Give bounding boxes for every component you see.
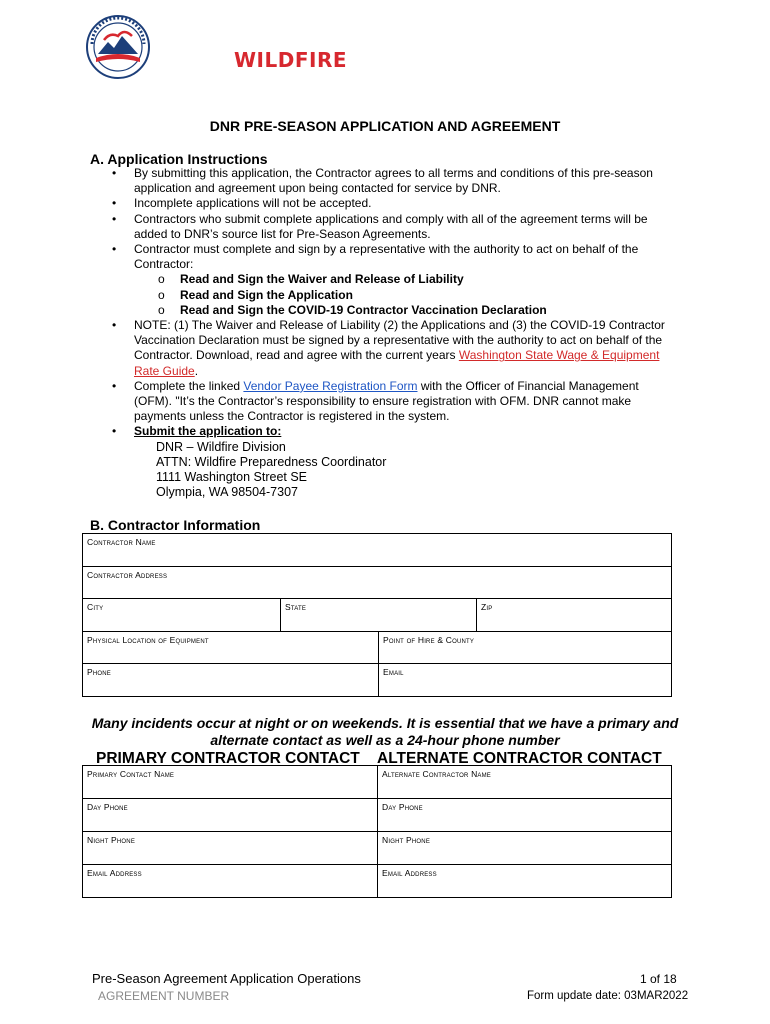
zip-field[interactable]: Zip xyxy=(477,599,672,632)
address-line: 1111 Washington Street SE xyxy=(156,469,308,484)
alternate-contact-name-field[interactable]: Alternate Contractor Name xyxy=(378,766,672,799)
alternate-day-phone-field[interactable]: Day Phone xyxy=(378,799,672,832)
point-of-hire-field[interactable]: Point of Hire & County xyxy=(379,631,672,664)
wage-rate-guide-link[interactable]: Washington State Wage & Equipment Rate Guide xyxy=(134,348,660,378)
submit-heading: Submit the application to: xyxy=(134,424,282,439)
state-field[interactable]: State xyxy=(281,599,477,632)
ofm-text-pre: Complete the linked xyxy=(134,378,244,393)
alternate-night-phone-field[interactable]: Night Phone xyxy=(378,832,672,865)
physical-location-field[interactable]: Physical Location of Equipment xyxy=(83,631,379,664)
contacts-table xyxy=(82,765,672,898)
primary-contact-name-field[interactable]: Primary Contact Name xyxy=(83,766,378,799)
contractor-address-field[interactable]: Contractor Address xyxy=(83,566,672,599)
ofm-text-post: with the Officer of Financial Management (OFM). "It’s the Contractor’s responsibility to ensure registration with OFM. DNR cannot make payments unless the Contractor is registered in the system. xyxy=(134,378,639,424)
dnr-seal-icon xyxy=(84,14,154,80)
document-title: DNR PRE-SEASON APPLICATION AND AGREEMENT xyxy=(209,118,561,134)
note-text: NOTE: (1) The Waiver and Release of Liability (2) the Applications and (3) the COVID-19 Contractor Vaccination Declaration must be signed by a representative with the authority to act on behalf of the Contractor. Download, read and agree with the current years xyxy=(134,318,665,363)
address-line: DNR – Wildfire Division xyxy=(156,439,286,454)
alternate-contact-heading: ALTERNATE CONTRACTOR CONTACT xyxy=(377,750,662,767)
primary-contact-heading: PRIMARY CONTRACTOR CONTACT xyxy=(96,750,360,767)
sign-requirement: o Read and Sign the Waiver and Release of Liability xyxy=(134,272,672,287)
instruction-item xyxy=(92,318,672,379)
instruction-item xyxy=(92,424,672,499)
primary-night-phone-field[interactable]: Night Phone xyxy=(83,832,378,865)
vendor-payee-form-link[interactable]: Vendor Payee Registration Form xyxy=(243,378,418,393)
instruction-item xyxy=(92,379,672,425)
address-line: ATTN: Wildfire Preparedness Coordinator xyxy=(156,454,387,469)
section-a-heading: A. Application Instructions xyxy=(90,151,268,167)
page-number: 1 of 18 xyxy=(640,972,677,986)
alternate-email-field[interactable]: Email Address xyxy=(378,865,672,898)
city-field[interactable]: City xyxy=(83,599,281,632)
phone-field[interactable]: Phone xyxy=(83,664,379,697)
contractor-info-table xyxy=(82,533,672,697)
sign-requirement: o Read and Sign the COVID-19 Contractor Vaccination Declaration xyxy=(134,303,672,318)
instruction-item: • Contractors who submit complete applications and comply with all of the agreement terms will be added to DNR’s source list for Pre-Season Agreements. xyxy=(92,212,672,242)
footer-agreement-number: AGREEMENT NUMBER xyxy=(98,989,230,1003)
address-line: Olympia, WA 98504-7307 xyxy=(156,484,298,499)
primary-day-phone-field[interactable]: Day Phone xyxy=(83,799,378,832)
contractor-name-field[interactable]: Contractor Name xyxy=(83,534,672,567)
instruction-item: • By submitting this application, the Contractor agrees to all terms and conditions of this pre-season application and agreement upon being contacted for service by DNR. xyxy=(92,166,672,196)
email-field[interactable]: Email xyxy=(379,664,672,697)
contact-note: Many incidents occur at night or on weekends. It is essential that we have a primary and alternate contact as well as a 24-hour phone number xyxy=(91,715,679,748)
form-update-date: Form update date: 03MAR2022 xyxy=(527,990,689,1002)
sign-requirements-list xyxy=(134,272,672,318)
sign-requirement: o Read and Sign the Application xyxy=(134,288,672,303)
logo-wordmark: WILDFIRE xyxy=(234,48,348,72)
primary-email-field[interactable]: Email Address xyxy=(83,865,378,898)
instruction-text: Contractor must complete and sign by a representative with the authority to act on behalf of the Contractor: xyxy=(134,242,639,272)
section-b-heading: B. Contractor Information xyxy=(90,517,261,533)
instructions-list xyxy=(92,166,672,500)
instruction-item: • Incomplete applications will not be accepted. xyxy=(92,196,672,211)
footer-title: Pre-Season Agreement Application Operations xyxy=(92,971,361,986)
dnr-wildfire-logo xyxy=(84,14,348,80)
mailing-address xyxy=(134,440,672,500)
instruction-item xyxy=(92,242,672,318)
note-end: . xyxy=(194,363,199,378)
